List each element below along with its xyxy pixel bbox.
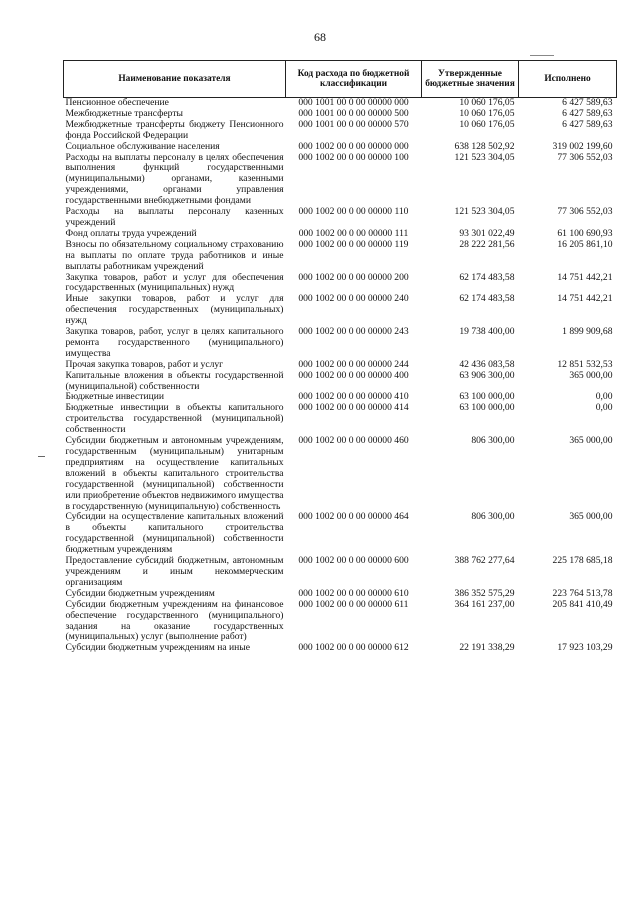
executed-value-cell: 77 306 552,03	[557, 206, 613, 218]
approved-value-cell: 62 174 483,58	[459, 293, 515, 305]
executed-value-cell: 225 178 685,18	[552, 555, 613, 567]
approved-value-cell: 10 060 176,05	[459, 107, 515, 119]
expense-code-cell: 000 1002 00 0 00 00000 110	[298, 206, 409, 218]
approved-value-cell: 121 523 304,05	[454, 206, 515, 218]
table-row	[64, 512, 617, 556]
approved-value-cell: 63 906 300,00	[459, 369, 515, 381]
approved-value-cell: 42 436 083,58	[459, 358, 515, 370]
table-row	[64, 153, 617, 208]
indicator-name-cell: Иные закупки товаров, работ и услуг для обеспечения государственных (муниципальных) нужд	[65, 293, 284, 327]
approved-value-cell: 63 100 000,00	[459, 402, 515, 414]
executed-value-cell: 0,00	[595, 402, 613, 414]
expense-code-cell: 000 1001 00 0 00 00000 500	[298, 107, 409, 119]
table-header-row	[64, 61, 617, 98]
approved-value-cell: 806 300,00	[471, 511, 515, 523]
expense-code-cell: 000 1002 00 0 00 00000 414	[298, 402, 409, 414]
indicator-name-cell: Субсидии бюджетным и автономным учреждениям, государственным (муниципальным) унитарным предприятиям на осуществление капитальных вложений в объекты капитального строительства государственной (муниципальной) собственности или приобретение объектов недвижимого имущества в государственную (муниципальную) собственность	[65, 435, 284, 512]
approved-value-cell: 10 060 176,05	[459, 118, 515, 130]
expense-code-cell: 000 1002 00 0 00 00000 400	[298, 369, 409, 381]
expense-code-cell: 000 1002 00 0 00 00000 243	[298, 326, 409, 338]
indicator-name-cell: Расходы на выплаты персоналу казенных учреждений	[65, 206, 284, 228]
indicator-name-cell: Межбюджетные трансферты бюджету Пенсионного фонда Российской Федерации	[65, 118, 284, 141]
budget-execution-table	[63, 60, 617, 654]
approved-value-cell: 10 060 176,05	[459, 97, 515, 108]
indicator-name-cell: Закупка товаров, работ и услуг для обеспечения государственных (муниципальных) нужд	[65, 271, 284, 294]
table-row	[64, 273, 617, 295]
approved-value-cell: 638 128 502,92	[454, 140, 515, 152]
expense-code-cell: 000 1002 00 0 00 00000 200	[298, 271, 409, 283]
header-approved-values: Утвержденные бюджетные значения	[422, 61, 519, 98]
table-row	[64, 142, 617, 153]
table-row	[64, 207, 617, 229]
table-row	[64, 327, 617, 360]
approved-value-cell: 806 300,00	[471, 435, 515, 447]
executed-value-cell: 61 100 690,93	[557, 227, 613, 239]
executed-value-cell: 365 000,00	[569, 369, 613, 381]
table-row	[64, 120, 617, 142]
approved-value-cell: 121 523 304,05	[454, 151, 515, 163]
expense-code-cell: 000 1001 00 0 00 00000 000	[298, 97, 409, 108]
header-expense-code: Код расхода по бюджетной классификации	[286, 61, 422, 98]
indicator-name-cell: Бюджетные инвестиции	[65, 391, 164, 403]
header-indicator-name: Наименование показателя	[64, 61, 286, 98]
indicator-name-cell: Прочая закупка товаров, работ и услуг	[65, 358, 224, 370]
indicator-name-cell: Субсидии бюджетным учреждениям	[65, 587, 215, 599]
indicator-name-cell: Субсидии бюджетным учреждениям на иные	[65, 642, 250, 654]
executed-value-cell: 205 841 410,49	[552, 598, 613, 610]
expense-code-cell: 000 1002 00 0 00 00000 464	[298, 511, 409, 523]
indicator-name-cell: Социальное обслуживание населения	[65, 140, 220, 152]
approved-value-cell: 22 191 338,29	[459, 642, 515, 654]
executed-value-cell: 365 000,00	[569, 511, 613, 523]
expense-code-cell: 000 1002 00 0 00 00000 244	[298, 358, 409, 370]
indicator-name-cell: Расходы на выплаты персоналу в целях обеспечения выполнения функций государственными (муниципальными) органами, казенными учреждениями, органами управления государственными внебюджетными фондами	[65, 151, 284, 207]
table-row	[64, 436, 617, 512]
executed-value-cell: 12 851 532,53	[557, 358, 613, 370]
expense-code-cell: 000 1002 00 0 00 00000 460	[298, 435, 409, 447]
indicator-name-cell: Субсидии на осуществление капитальных вложений в объекты капитального строительства государственной (муниципальной) собственности бюджетным учреждениям	[65, 511, 284, 556]
indicator-name-cell: Предоставление субсидий бюджетным, автономным учреждениям и иным некоммерческим организациям	[65, 555, 284, 588]
scan-mark	[530, 55, 554, 56]
executed-value-cell: 0,00	[595, 391, 613, 403]
page-number: 68	[314, 30, 326, 44]
indicator-name-cell: Взносы по обязательному социальному страхованию на выплаты по оплате труда работников и иные выплаты работникам учреждений	[65, 238, 284, 272]
approved-value-cell: 386 352 575,29	[454, 587, 515, 599]
approved-value-cell: 388 762 277,64	[454, 555, 515, 567]
table-row	[64, 294, 617, 327]
expense-code-cell: 000 1002 00 0 00 00000 410	[298, 391, 409, 403]
expense-code-cell: 000 1002 00 0 00 00000 610	[298, 587, 409, 599]
executed-value-cell: 1 899 909,68	[562, 326, 613, 338]
expense-code-cell: 000 1002 00 0 00 00000 612	[298, 642, 409, 654]
expense-code-cell: 000 1002 00 0 00 00000 611	[298, 598, 409, 610]
indicator-name-cell: Закупка товаров, работ, услуг в целях капитального ремонта государственного (муниципального) имущества	[65, 326, 284, 359]
executed-value-cell: 16 205 861,10	[557, 238, 613, 250]
table-row	[64, 643, 617, 654]
indicator-name-cell: Субсидии бюджетным учреждениям на финансовое обеспечение государственного (муниципального) задания на оказание государственных (муниципальных) услуг (выполнение работ)	[65, 598, 284, 643]
approved-value-cell: 93 301 022,49	[459, 227, 515, 239]
expense-code-cell: 000 1002 00 0 00 00000 119	[298, 238, 409, 250]
executed-value-cell: 365 000,00	[569, 435, 613, 447]
approved-value-cell: 19 738 400,00	[459, 326, 515, 338]
indicator-name-cell: Межбюджетные трансферты	[65, 107, 183, 119]
indicator-name-cell: Капитальные вложения в объекты государственной (муниципальной) собственности	[65, 369, 284, 392]
table-row	[64, 600, 617, 644]
expense-code-cell: 000 1002 00 0 00 00000 600	[298, 555, 409, 567]
approved-value-cell: 63 100 000,00	[459, 391, 515, 403]
expense-code-cell: 000 1002 00 0 00 00000 111	[298, 227, 409, 239]
table-row	[64, 240, 617, 273]
header-executed: Исполнено	[519, 61, 617, 98]
indicator-name-cell: Бюджетные инвестиции в объекты капитального строительства государственной (муниципальной) собственности	[65, 402, 284, 436]
margin-mark	[38, 456, 45, 457]
indicator-name-cell: Пенсионное обеспечение	[65, 97, 169, 108]
expense-code-cell: 000 1002 00 0 00 00000 000	[298, 140, 409, 152]
executed-value-cell: 6 427 589,63	[562, 97, 613, 108]
table-body	[64, 98, 617, 655]
indicator-name-cell: Фонд оплаты труда учреждений	[65, 227, 197, 239]
executed-value-cell: 223 764 513,78	[552, 587, 613, 599]
approved-value-cell: 28 222 281,56	[459, 238, 515, 250]
executed-value-cell: 14 751 442,21	[557, 293, 613, 305]
expense-code-cell: 000 1002 00 0 00 00000 100	[298, 151, 409, 163]
expense-code-cell: 000 1001 00 0 00 00000 570	[298, 118, 409, 130]
executed-value-cell: 14 751 442,21	[557, 271, 613, 283]
executed-value-cell: 6 427 589,63	[562, 107, 613, 119]
table-row	[64, 556, 617, 589]
approved-value-cell: 62 174 483,58	[459, 271, 515, 283]
executed-value-cell: 77 306 552,03	[557, 151, 613, 163]
expense-code-cell: 000 1002 00 0 00 00000 240	[298, 293, 409, 305]
executed-value-cell: 17 923 103,29	[557, 642, 613, 654]
executed-value-cell: 6 427 589,63	[562, 118, 613, 130]
approved-value-cell: 364 161 237,00	[454, 598, 515, 610]
table-row	[64, 403, 617, 436]
executed-value-cell: 319 002 199,60	[552, 140, 613, 152]
table-row	[64, 371, 617, 393]
